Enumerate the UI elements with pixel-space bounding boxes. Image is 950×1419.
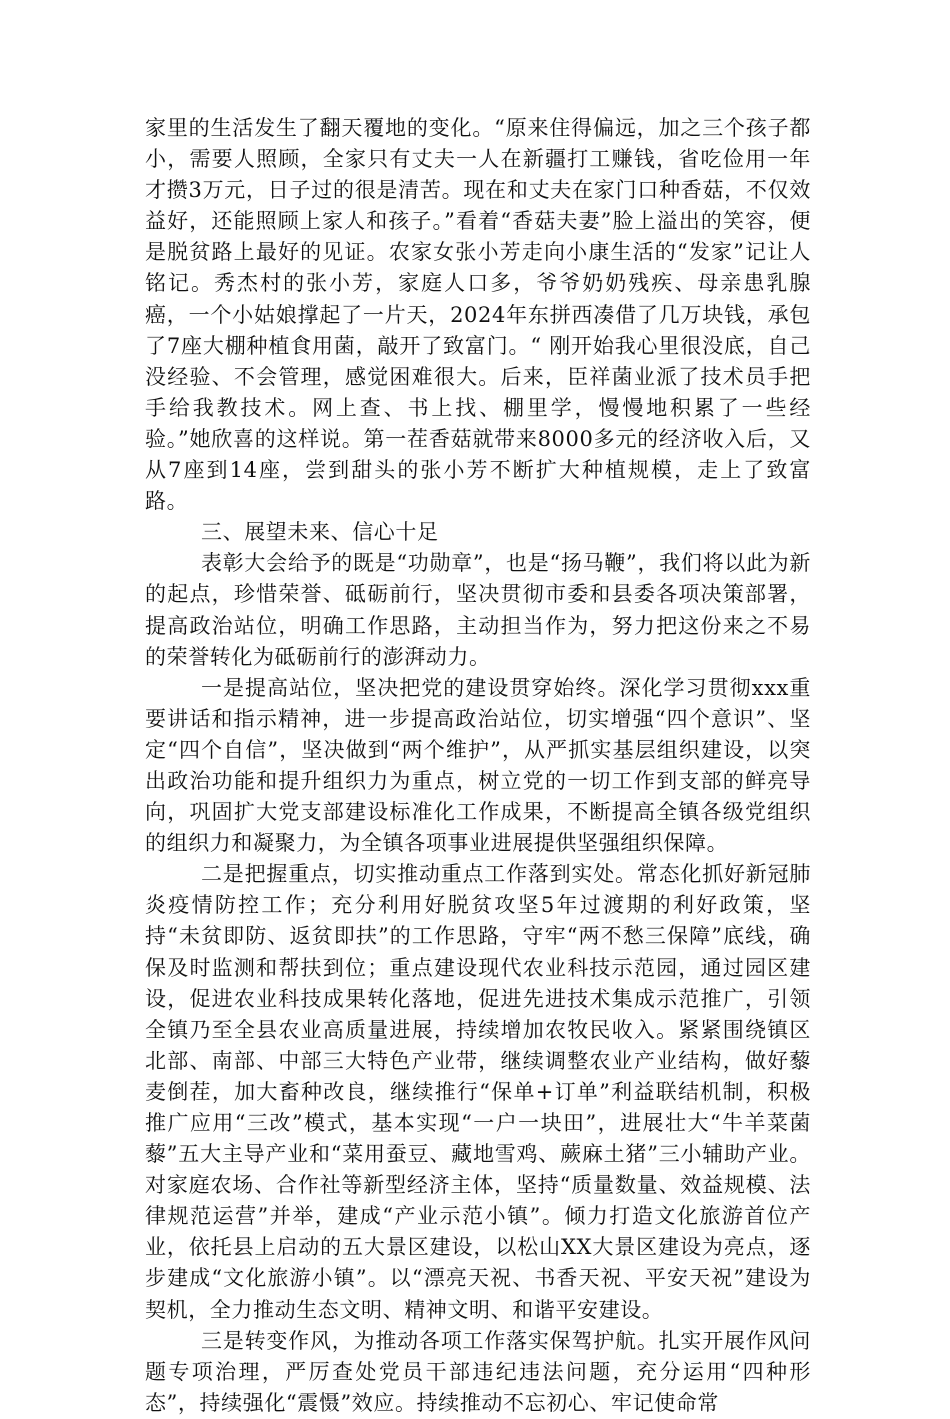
paragraph-work-style: 三是转变作风，为推动各项工作落实保驾护航。扎实开展作风问题专项治理，严厉查处党员干部违纪违法问题，充分运用“四种形态”，持续强化“震慑”效应。持续推动不忘初心、牢记使命常 — [145, 1328, 811, 1415]
paragraph-party-building: 一是提高站位，坚决把党的建设贯穿始终。深化学习贯彻xxx重要讲话和指示精神，进一步提高政治站位，切实增强“四个意识”、坚定“四个自信”，坚决做到“两个维护”，从严抓实基层组织建设，以突出政治功能和提升组织力为重点，树立党的一切工作到支部的鲜亮导向，巩固扩大党支部建设标准化工作成果，不断提高全镇各级党组织的组织力和凝聚力，为全镇各项事业进展提供坚强组织保障。 — [145, 675, 811, 856]
section-heading-outlook: 三、展望未来、信心十足 — [201, 520, 439, 545]
paragraph-key-work: 二是把握重点，切实推动重点工作落到实处。常态化抓好新冠肺炎疫情防控工作；充分利用好脱贫攻坚5年过渡期的利好政策，坚持“未贫即防、返贫即扶”的工作思路，守牢“两不愁三保障”底线，确保及时监测和帮扶到位；重点建设现代农业科技示范园，通过园区建设，促进农业科技成果转化落地，促进先进技术集成示范推广，引领全镇乃至全县农业高质量进展，持续增加农牧民收入。紧紧围绕镇区北部、南部、中部三大特色产业带，继续调整农业产业结构，做好藜麦倒茬，加大畜种改良，继续推行“保单+订单”利益联结机制，积极推广应用“三改”模式，基本实现“一户一块田”，进展壮大“牛羊菜菌藜”五大主导产业和“菜用蚕豆、藏地雪鸡、蕨麻土猪”三小辅助产业。对家庭农场、合作社等新型经济主体，坚持“质量数量、效益规模、法律规范运营”并举，建成“产业示范小镇”。倾力打造文化旅游首位产业，依托县上启动的五大景区建设，以松山XX大景区建设为亮点，逐步建成“文化旅游小镇”。以“漂亮天祝、书香天祝、平安天祝”建设为契机，全力推动生态文明、精神文明、和谐平安建设。 — [145, 862, 811, 1322]
paragraph-commendation: 表彰大会给予的既是“功勋章”，也是“扬马鞭”，我们将以此为新的起点，珍惜荣誉、砥砺前行，坚决贯彻市委和县委各项决策部署，提高政治站位，明确工作思路，主动担当作为，努力把这份来之不易的荣誉转化为砥砺前行的澎湃动力。 — [145, 551, 811, 669]
document-page — [145, 113, 811, 1419]
paragraph-poverty-stories: 家里的生活发生了翻天覆地的变化。“原来住得偏远，加之三个孩子都小，需要人照顾，全家只有丈夫一人在新疆打工赚钱，省吃俭用一年才攒3万元，日子过的很是清苦。现在和丈夫在家门口种香菇，不仅效益好，还能照顾上家人和孩子。”看着“香菇夫妻”脸上溢出的笑容，便是脱贫路上最好的见证。农家女张小芳走向小康生活的“发家”记让人铭记。秀杰村的张小芳，家庭人口多，爷爷奶奶残疾、母亲患乳腺癌，一个小姑娘撑起了一片天，2024年东拼西凑借了几万块钱，承包了7座大棚种植食用菌，敲开了致富门。“ 刚开始我心里很没底，自己没经验、不会管理，感觉困难很大。后来，臣祥菌业派了技术员手把手给我教技术。网上查、书上找、棚里学，慢慢地积累了一些经验。”她欣喜的这样说。第一茬香菇就带来8000多元的经济收入后，又从7座到14座，尝到甜头的张小芳不断扩大种植规模，走上了致富路。 — [145, 116, 811, 514]
